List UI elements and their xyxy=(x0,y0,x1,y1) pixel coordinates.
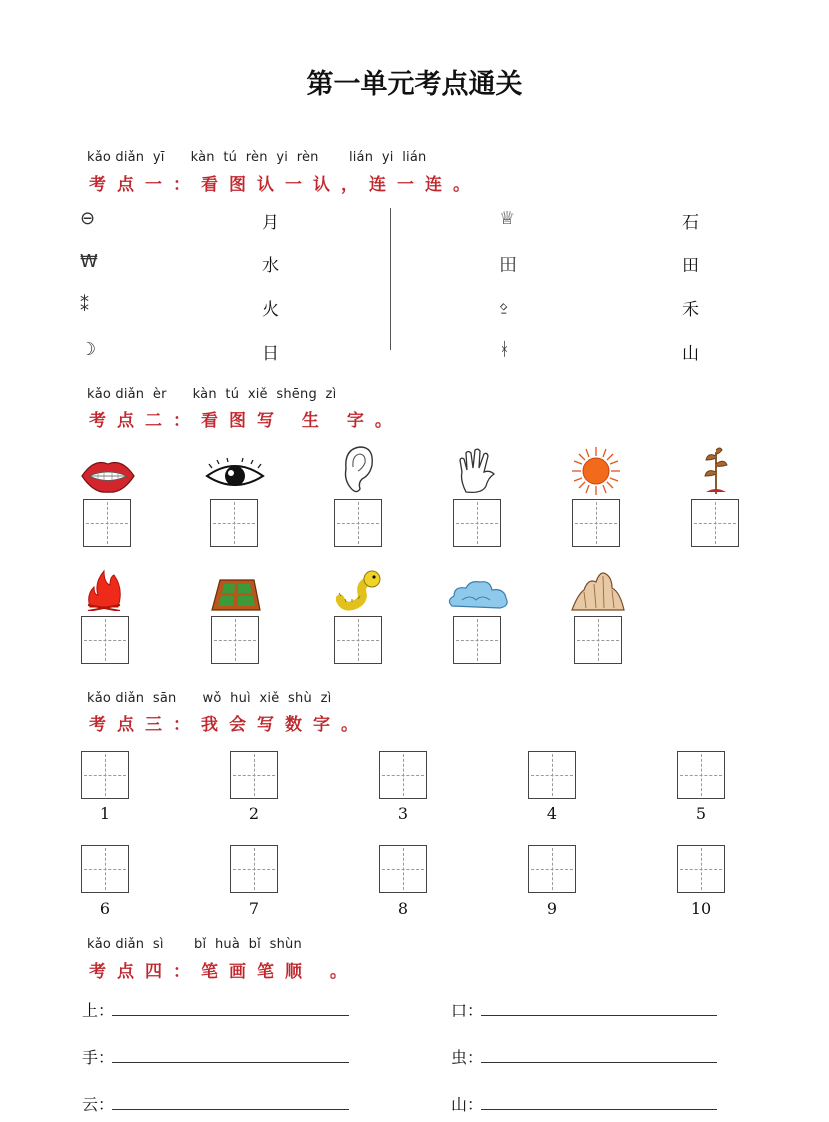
ancient-grain-glyph-icon: ⍚ xyxy=(499,295,510,316)
number-label: 10 xyxy=(690,899,712,918)
stroke-label-shang: 上： xyxy=(82,1001,115,1020)
stroke-answer-line[interactable] xyxy=(112,1062,349,1063)
match-char-yue[interactable]: 月 xyxy=(262,213,279,233)
section1-pinyin: kǎo diǎn yī kàn tú rèn yi rèn lián yi lián xyxy=(87,150,427,165)
number-label: 1 xyxy=(99,804,111,823)
write-box[interactable] xyxy=(81,616,129,664)
section2-heading: 考点二：看图写 生 字。 xyxy=(89,411,403,431)
mouth-icon xyxy=(80,456,136,496)
ancient-mountain-glyph-icon: ᚼ xyxy=(499,339,510,360)
number-label: 8 xyxy=(397,899,409,918)
number-label: 6 xyxy=(99,899,111,918)
stroke-answer-line[interactable] xyxy=(112,1109,349,1110)
write-box[interactable] xyxy=(453,616,501,664)
stroke-answer-line[interactable] xyxy=(112,1015,349,1016)
ancient-moon-glyph-icon: ⊖ xyxy=(80,208,96,229)
match-char-ri[interactable]: 日 xyxy=(262,344,279,364)
number-write-box[interactable] xyxy=(677,751,725,799)
ancient-water-glyph-icon: ₩ xyxy=(80,251,98,272)
stroke-label-chong: 虫： xyxy=(451,1048,484,1067)
match-char-shi[interactable]: 石 xyxy=(682,213,699,233)
match-char-tian[interactable]: 田 xyxy=(682,256,699,276)
number-label: 5 xyxy=(695,804,707,823)
ancient-fire-glyph-icon: ⁑ xyxy=(80,295,89,316)
eye-icon xyxy=(204,458,266,494)
cloud-icon xyxy=(446,578,510,612)
number-write-box[interactable] xyxy=(528,845,576,893)
number-label: 9 xyxy=(546,899,558,918)
ancient-field-glyph-icon: 田 xyxy=(499,255,517,276)
write-box[interactable] xyxy=(334,616,382,664)
number-label: 7 xyxy=(248,899,260,918)
ancient-stone-glyph-icon: ♕ xyxy=(499,208,516,229)
number-write-box[interactable] xyxy=(379,845,427,893)
stroke-answer-line[interactable] xyxy=(481,1062,717,1063)
match-char-shan[interactable]: 山 xyxy=(682,344,699,364)
number-write-box[interactable] xyxy=(230,751,278,799)
section4-pinyin: kǎo diǎn sì bǐ huà bǐ shùn xyxy=(87,937,302,952)
number-write-box[interactable] xyxy=(677,845,725,893)
section4-heading: 考点四：笔画笔顺 。 xyxy=(89,962,358,982)
number-label: 4 xyxy=(546,804,558,823)
stroke-label-shou: 手： xyxy=(82,1048,115,1067)
number-label: 2 xyxy=(248,804,260,823)
mountain-icon xyxy=(570,568,626,612)
page-title: 第一单元考点通关 xyxy=(306,69,523,100)
number-write-box[interactable] xyxy=(81,845,129,893)
write-box[interactable] xyxy=(211,616,259,664)
worm-icon xyxy=(336,569,382,611)
section1-heading: 考点一：看图认一认，连一连。 xyxy=(89,175,481,195)
number-write-box[interactable] xyxy=(81,751,129,799)
stroke-label-shan: 山： xyxy=(451,1095,484,1114)
number-label: 3 xyxy=(397,804,409,823)
stroke-answer-line[interactable] xyxy=(481,1015,717,1016)
section3-heading: 考点三：我会写数字。 xyxy=(89,715,369,735)
write-box[interactable] xyxy=(572,499,620,547)
field-icon xyxy=(210,578,262,612)
match-char-shui[interactable]: 水 xyxy=(262,256,279,276)
match-char-huo[interactable]: 火 xyxy=(262,300,279,320)
number-write-box[interactable] xyxy=(379,751,427,799)
number-write-box[interactable] xyxy=(528,751,576,799)
grain-icon xyxy=(700,446,732,496)
section2-pinyin: kǎo diǎn èr kàn tú xiě shēng zì xyxy=(87,387,337,402)
write-box[interactable] xyxy=(210,499,258,547)
write-box[interactable] xyxy=(453,499,501,547)
write-box[interactable] xyxy=(691,499,739,547)
write-box[interactable] xyxy=(83,499,131,547)
hand-icon xyxy=(456,448,498,494)
stroke-label-kou: 口： xyxy=(451,1001,484,1020)
stroke-answer-line[interactable] xyxy=(481,1109,717,1110)
write-box[interactable] xyxy=(334,499,382,547)
write-box[interactable] xyxy=(574,616,622,664)
fire-icon xyxy=(84,567,124,611)
number-write-box[interactable] xyxy=(230,845,278,893)
stroke-label-yun: 云： xyxy=(82,1095,115,1114)
ear-icon xyxy=(340,443,376,495)
column-divider xyxy=(390,208,391,350)
sun-icon xyxy=(571,446,621,496)
match-char-he[interactable]: 禾 xyxy=(682,300,699,320)
section3-pinyin: kǎo diǎn sān wǒ huì xiě shù zì xyxy=(87,691,332,706)
ancient-sun-glyph-icon: ☽ xyxy=(80,339,97,360)
